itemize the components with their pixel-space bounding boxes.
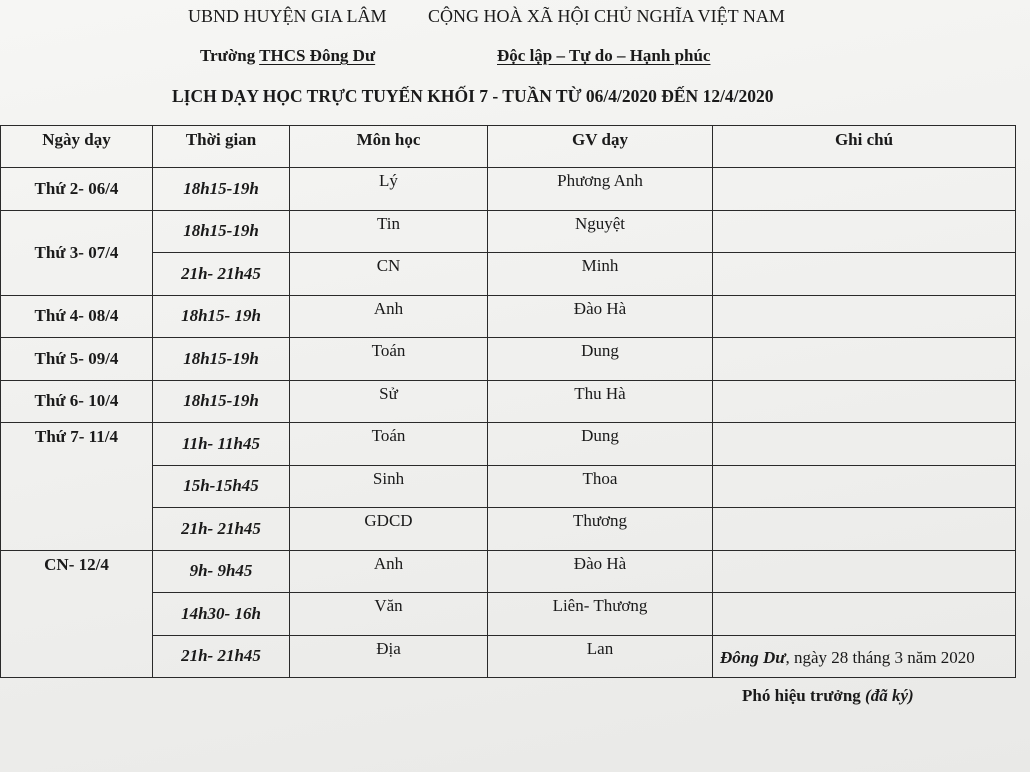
note-cell [713,168,1016,211]
table-row [1,210,1016,253]
day-cell: CN- 12/4 [1,550,153,678]
time-cell: 21h- 21h45 [153,635,290,678]
table-row [1,168,1016,211]
table-row [1,465,1016,508]
teacher-cell: Đào Hà [488,550,713,593]
day-cell: Thứ 2- 06/4 [1,168,153,211]
column-header: Ngày dạy [1,126,153,168]
note-cell [713,295,1016,338]
table-row [1,253,1016,296]
subject-cell: Địa [290,635,488,678]
teacher-cell: Dung [488,338,713,381]
authority-heading: UBND HUYỆN GIA LÂM [188,6,387,26]
time-cell: 21h- 21h45 [153,508,290,551]
school-prefix: Trường [200,46,260,65]
subject-cell: Anh [290,550,488,593]
day-cell: Thứ 3- 07/4 [1,210,153,295]
note-cell [713,423,1016,466]
day-cell: Thứ 4- 08/4 [1,295,153,338]
column-header: Môn học [290,126,488,168]
column-header: Thời gian [153,126,290,168]
motto-text: Độc lập – Tự do – Hạnh phúc [497,46,711,65]
time-cell: 18h15-19h [153,338,290,381]
subject-cell: Anh [290,295,488,338]
table-row [1,338,1016,381]
school-heading [200,46,375,66]
subject-cell: Văn [290,593,488,636]
table-row [1,380,1016,423]
day-cell: Thứ 5- 09/4 [1,338,153,381]
time-cell: 9h- 9h45 [153,550,290,593]
motto [497,46,710,66]
teacher-cell: Đào Hà [488,295,713,338]
subject-cell: Tin [290,210,488,253]
time-cell: 18h15-19h [153,380,290,423]
table-header-row [1,126,1016,168]
signing-date-text: , ngày 28 tháng 3 năm 2020 [785,648,975,667]
table-row [1,550,1016,593]
teacher-cell: Thu Hà [488,380,713,423]
note-cell [713,508,1016,551]
table-body [1,168,1016,678]
teacher-cell: Dung [488,423,713,466]
subject-cell: Toán [290,423,488,466]
time-cell: 14h30- 16h [153,593,290,636]
subject-cell: Sinh [290,465,488,508]
table-row [1,295,1016,338]
column-header: Ghi chú [713,126,1016,168]
signer-title: Phó hiệu trưởng [742,686,861,705]
table-row [1,423,1016,466]
school-name: THCS Đông Dư [259,46,376,65]
subject-cell: CN [290,253,488,296]
note-cell [713,210,1016,253]
teacher-cell: Lan [488,635,713,678]
subject-cell: Lý [290,168,488,211]
table-row [1,593,1016,636]
teacher-cell: Liên- Thương [488,593,713,636]
time-cell: 11h- 11h45 [153,423,290,466]
schedule-table [0,125,1016,678]
subject-cell: Sử [290,380,488,423]
document-title: LỊCH DẠY HỌC TRỰC TUYẾN KHỐI 7 - TUẦN TỪ 06/4/2020 ĐẾN 12/4/2020 [172,86,774,106]
subject-cell: GDCD [290,508,488,551]
teacher-cell: Nguyệt [488,210,713,253]
note-cell [713,593,1016,636]
time-cell: 21h- 21h45 [153,253,290,296]
signed-note: (đã ký) [865,686,914,705]
signer-block [742,686,914,706]
teacher-cell: Phương Anh [488,168,713,211]
note-cell [713,253,1016,296]
column-header: GV dạy [488,126,713,168]
time-cell: 15h-15h45 [153,465,290,508]
day-cell: Thứ 7- 11/4 [1,423,153,551]
note-cell [713,338,1016,381]
teacher-cell: Thoa [488,465,713,508]
subject-cell: Toán [290,338,488,381]
signing-date [720,648,975,668]
time-cell: 18h15-19h [153,210,290,253]
note-cell [713,550,1016,593]
day-cell: Thứ 6- 10/4 [1,380,153,423]
country-heading: CỘNG HOÀ XÃ HỘI CHỦ NGHĨA VIỆT NAM [428,6,785,26]
note-cell [713,465,1016,508]
note-cell [713,380,1016,423]
time-cell: 18h15- 19h [153,295,290,338]
table-row [1,508,1016,551]
teacher-cell: Thương [488,508,713,551]
signing-place: Đông Dư [720,648,786,667]
teacher-cell: Minh [488,253,713,296]
time-cell: 18h15-19h [153,168,290,211]
